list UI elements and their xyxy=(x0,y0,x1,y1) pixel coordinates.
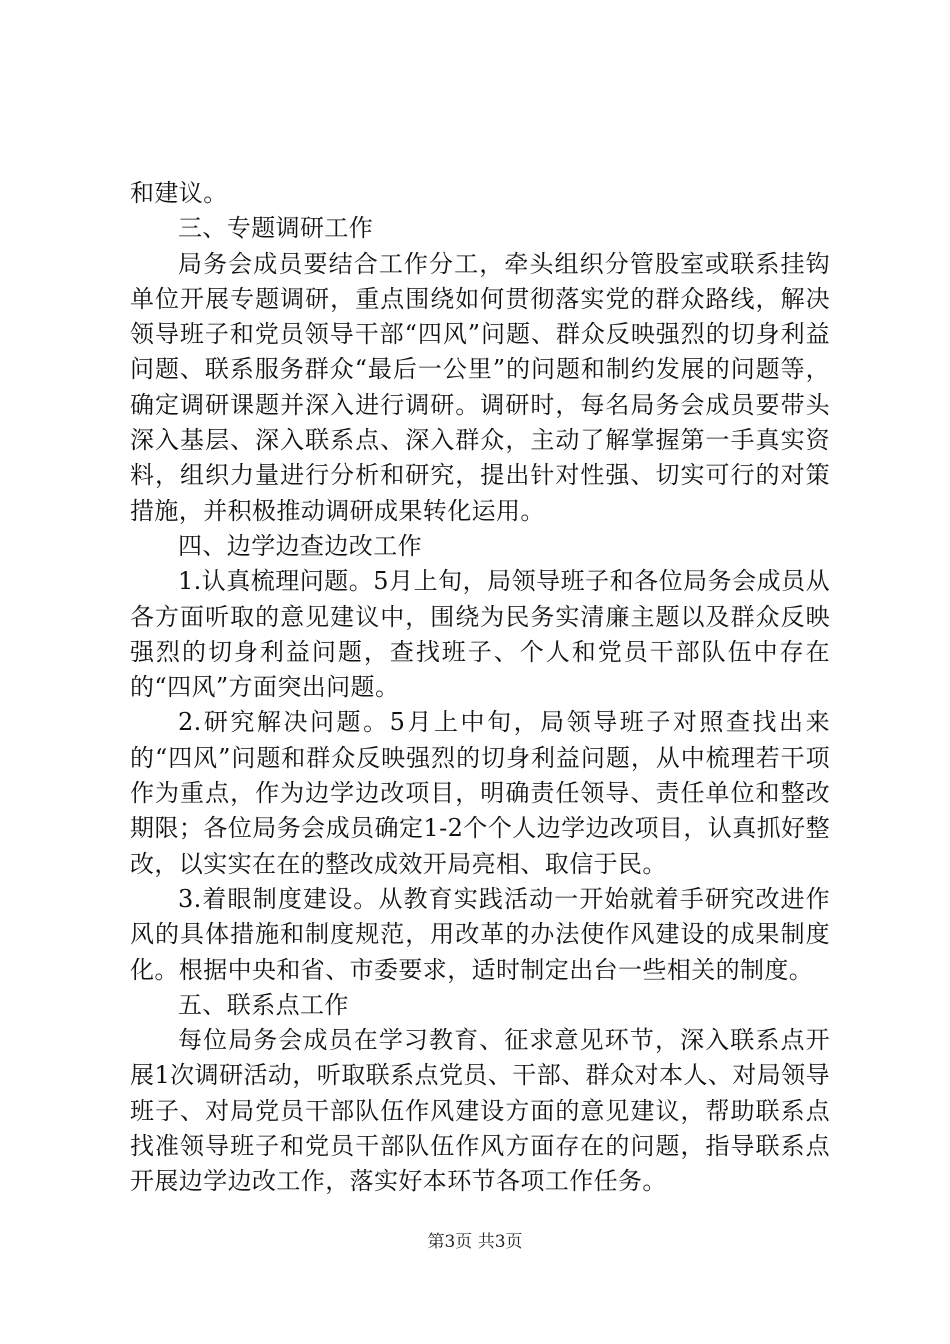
page-number-footer: 第3页 共3页 xyxy=(427,1232,523,1252)
paragraph-system-building: 3.着眼制度建设。从教育实践活动一开始就着手研究改进作风的具体措施和制度规范，用改革的办法使作风建设的成果制度化。根据中央和省、市委要求，适时制定出台一些相关的制度。 xyxy=(130,884,830,984)
section-heading-research: 三、专题调研工作 xyxy=(178,214,374,243)
section-heading-learn-check-fix: 四、边学边查边改工作 xyxy=(178,531,422,560)
paragraph-sort-problems: 1.认真梳理问题。5月上旬，局领导班子和各位局务会成员从各方面听取的意见建议中，围绕为民务实清廉主题以及群众反映强烈的切身利益问题，查找班子、个人和党员干部队伍中存在的“四风”方面突出问题。 xyxy=(130,567,830,702)
paragraph-solve-problems: 2.研究解决问题。5月上中旬，局领导班子对照查找出来的“四风”问题和群众反映强烈的切身利益问题，从中梳理若干项作为重点，作为边学边改项目，明确责任领导、责任单位和整改期限；各位局务会成员确定1-2个个人边学边改项目，认真抓好整改，以实实在在的整改成效开局亮相、取信于民。 xyxy=(130,708,830,878)
paragraph-continuation: 和建议。 xyxy=(130,179,228,207)
paragraph-contact-point: 每位局务会成员在学习教育、征求意见环节，深入联系点开展1次调研活动，听取联系点党员、干部、群众对本人、对局领导班子、对局党员干部队伍作风建设方面的意见建议，帮助联系点找准领导班子和党员干部队伍作风方面存在的问题，指导联系点开展边学边改工作，落实好本环节各项工作任务。 xyxy=(130,1026,830,1196)
section-heading-contact-point: 五、联系点工作 xyxy=(178,990,349,1019)
paragraph-research: 局务会成员要结合工作分工，牵头组织分管股室或联系挂钩单位开展专题调研，重点围绕如何贯彻落实党的群众路线，解决领导班子和党员领导干部“四风”问题、群众反映强烈的切身利益问题、联系服务群众“最后一公里”的问题和制约发展的问题等，确定调研课题并深入进行调研。调研时，每名局务会成员要带头深入基层、深入联系点、深入群众，主动了解掌握第一手真实资料，组织力量进行分析和研究，提出针对性强、切实可行的对策措施，并积极推动调研成果转化运用。 xyxy=(130,249,830,525)
document-body xyxy=(130,176,830,1200)
